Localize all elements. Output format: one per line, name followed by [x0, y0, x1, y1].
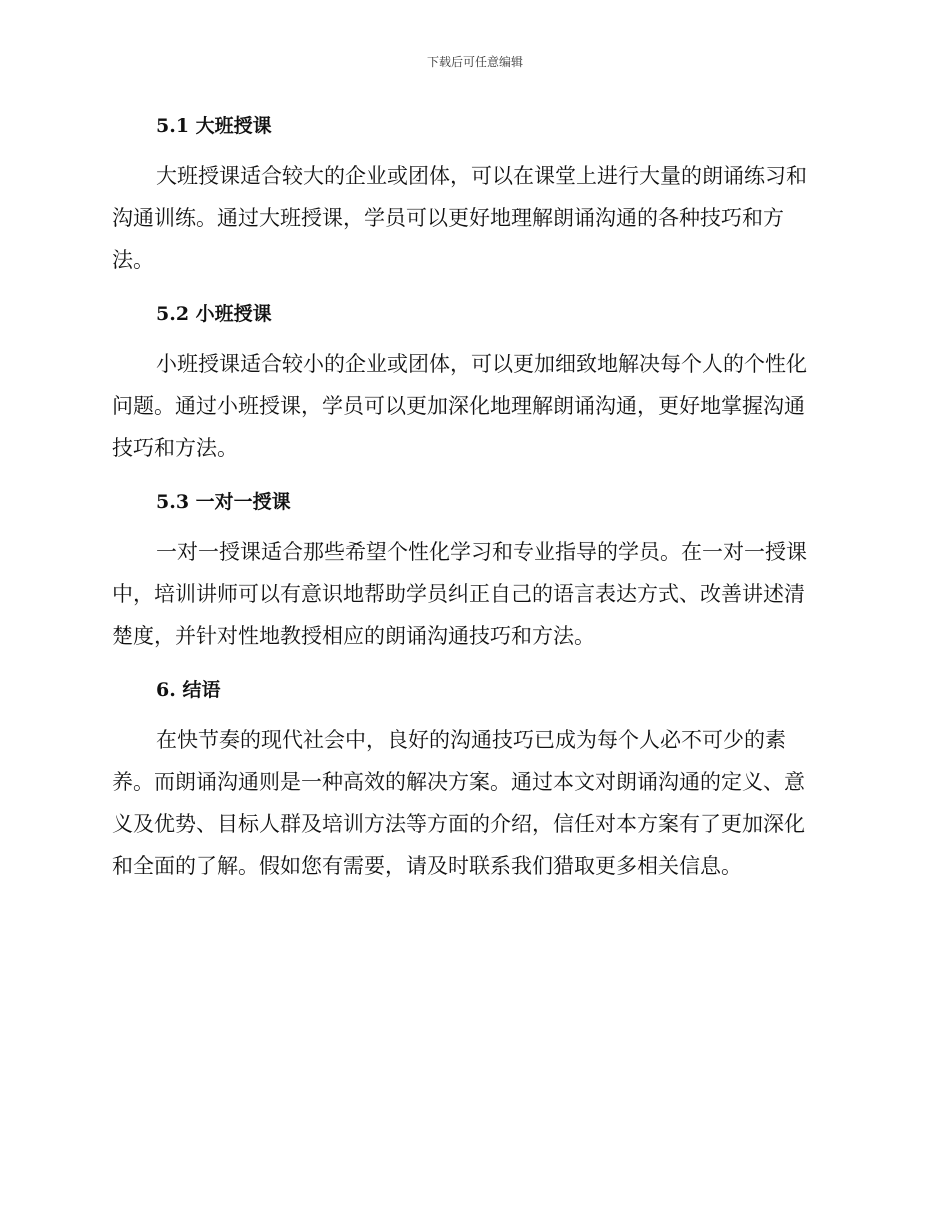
- paragraph-line: 中，培训讲师可以有意识地帮助学员纠正自己的语言表达方式、改善讲述清: [112, 582, 805, 606]
- paragraph-line: 法。: [112, 248, 154, 272]
- page-header: 下载后可任意编辑: [426, 55, 523, 69]
- paragraph-line: 技巧和方法。: [112, 436, 238, 460]
- paragraph-line: 小班授课适合较小的企业或团体，可以更加细致地解决每个人的个性化: [156, 352, 807, 376]
- section-paragraph-5-3: [112, 531, 832, 657]
- section-paragraph-6: [112, 719, 832, 887]
- paragraph-line: 在快节奏的现代社会中，良好的沟通技巧已成为每个人必不可少的素: [156, 728, 786, 752]
- section-heading-6: 6. 结语: [156, 679, 221, 701]
- section-paragraph-5-1: [112, 155, 832, 281]
- paragraph-line: 一对一授课适合那些希望个性化学习和专业指导的学员。在一对一授课: [156, 540, 807, 564]
- paragraph-line: 沟通训练。通过大班授课，学员可以更好地理解朗诵沟通的各种技巧和方: [112, 206, 784, 230]
- paragraph-line: 和全面的了解。假如您有需要，请及时联系我们猎取更多相关信息。: [112, 854, 742, 878]
- section-heading-5-3: 5.3 一对一授课: [156, 491, 291, 513]
- section-paragraph-5-2: [112, 343, 832, 469]
- section-heading-5-2: 5.2 小班授课: [156, 303, 272, 325]
- section-heading-5-1: 5.1 大班授课: [156, 115, 272, 137]
- paragraph-line: 楚度，并针对性地教授相应的朗诵沟通技巧和方法。: [112, 624, 595, 648]
- paragraph-line: 养。而朗诵沟通则是一种高效的解决方案。通过本文对朗诵沟通的定义、意: [112, 770, 805, 794]
- paragraph-line: 问题。通过小班授课，学员可以更加深化地理解朗诵沟通，更好地掌握沟通: [112, 394, 805, 418]
- paragraph-line: 义及优势、目标人群及培训方法等方面的介绍，信任对本方案有了更加深化: [112, 812, 805, 836]
- document-body: [112, 107, 832, 887]
- paragraph-line: 大班授课适合较大的企业或团体，可以在课堂上进行大量的朗诵练习和: [156, 164, 807, 188]
